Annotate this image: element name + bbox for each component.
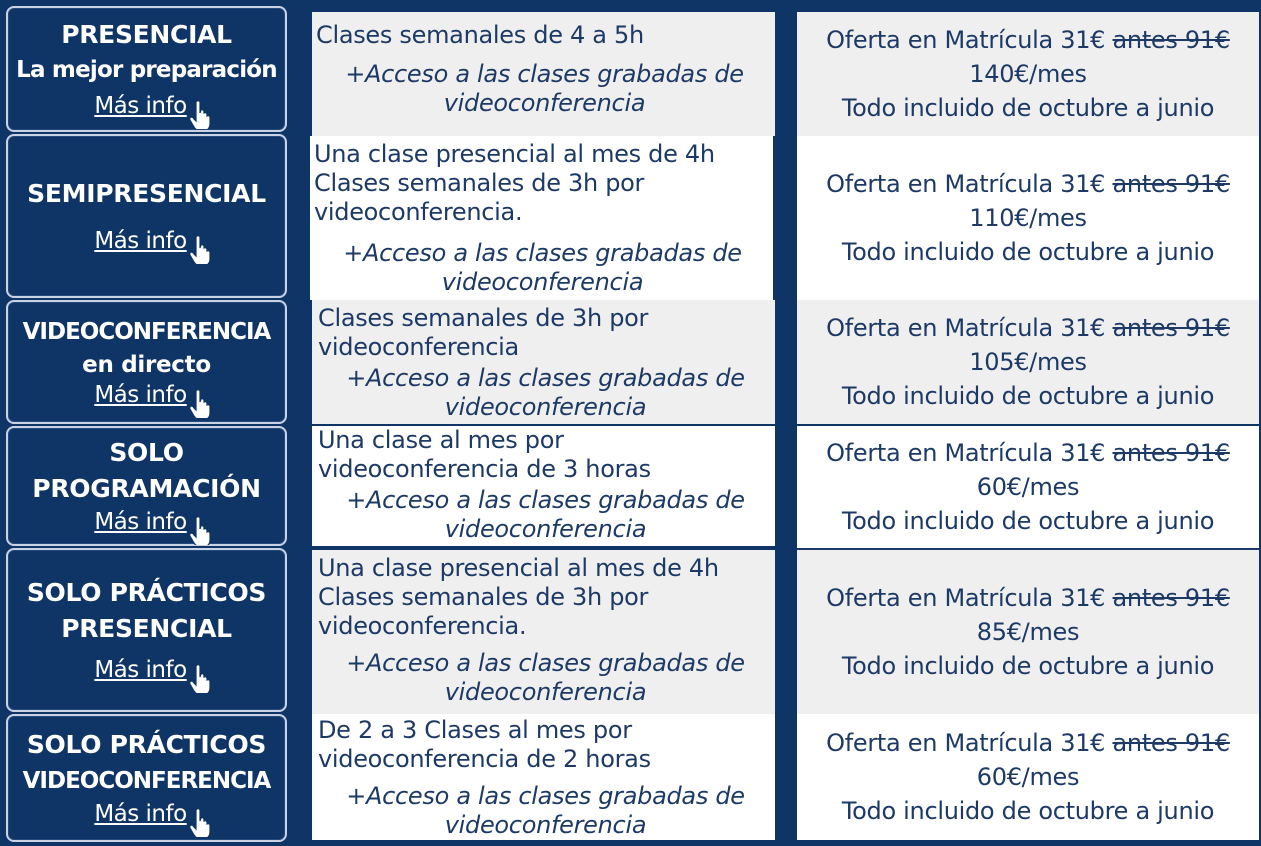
hand-pointer-icon — [189, 663, 217, 693]
more-info-link[interactable] — [94, 799, 198, 829]
plan-subtitle: PRESENCIAL — [61, 614, 232, 643]
more-info-link[interactable] — [94, 655, 198, 685]
plan-description: Clases semanales de 3h por videoconferencia — [318, 304, 649, 361]
plan-price-cell — [797, 550, 1259, 714]
plan-description-cell — [312, 12, 775, 136]
monthly-price: 140€/mes — [969, 60, 1087, 88]
plan-description-cell — [312, 714, 775, 840]
plan-title: SOLO PRÁCTICOS — [26, 578, 267, 607]
offer-label: Oferta en Matrícula 31€ — [826, 170, 1106, 198]
monthly-price: 85€/mes — [976, 618, 1080, 646]
monthly-price: 105€/mes — [969, 348, 1087, 376]
plan-subtitle: La mejor preparación — [16, 57, 277, 83]
plan-description-cell — [312, 550, 775, 714]
hand-pointer-icon — [189, 99, 217, 129]
included-note: Todo incluido de octubre a junio — [841, 652, 1215, 680]
more-info-label: Más info — [94, 657, 187, 683]
offer-line — [797, 167, 1259, 201]
offer-old-price: antes 91€ — [1112, 439, 1230, 467]
included-note: Todo incluido de octubre a junio — [841, 382, 1215, 410]
plan-card-presencial — [6, 6, 287, 132]
included-note: Todo incluido de octubre a junio — [841, 238, 1215, 266]
offer-line — [797, 311, 1259, 345]
more-info-label: Más info — [94, 93, 187, 119]
plan-description-cell — [310, 136, 773, 300]
plan-extra: +Acceso a las clases grabadas de videoconferencia — [346, 486, 745, 543]
offer-line — [797, 23, 1259, 57]
plan-extra: +Acceso a las clases grabadas de videoconferencia — [346, 649, 745, 706]
offer-label: Oferta en Matrícula 31€ — [826, 439, 1106, 467]
offer-label: Oferta en Matrícula 31€ — [826, 26, 1106, 54]
plan-card-solo-programacion — [6, 426, 287, 546]
plan-extra: +Acceso a las clases grabadas de videoconferencia — [346, 364, 745, 421]
offer-old-price: antes 91€ — [1112, 26, 1230, 54]
plan-price-cell — [797, 300, 1259, 424]
plan-title: PRESENCIAL — [61, 20, 232, 49]
offer-label: Oferta en Matrícula 31€ — [826, 729, 1106, 757]
offer-label: Oferta en Matrícula 31€ — [826, 584, 1106, 612]
offer-old-price: antes 91€ — [1112, 170, 1230, 198]
hand-pointer-icon — [189, 388, 217, 418]
hand-pointer-icon — [189, 234, 217, 264]
included-note: Todo incluido de octubre a junio — [841, 797, 1215, 825]
more-info-link[interactable] — [94, 91, 198, 121]
monthly-price: 60€/mes — [976, 763, 1080, 791]
more-info-label: Más info — [94, 382, 187, 408]
plan-description: Una clase al mes por videoconferencia de 3 horas — [318, 426, 651, 483]
plan-price-cell — [797, 12, 1259, 136]
monthly-price: 110€/mes — [969, 204, 1087, 232]
plan-extra: +Acceso a las clases grabadas de videoconferencia — [343, 239, 742, 296]
plan-title: VIDEOCONFERENCIA — [22, 319, 271, 345]
more-info-link[interactable] — [94, 507, 198, 537]
plan-extra: +Acceso a las clases grabadas de videoconferencia — [346, 782, 745, 839]
plan-title: SOLO PRÁCTICOS — [26, 730, 267, 759]
hand-pointer-icon — [189, 807, 217, 837]
plan-description: Una clase presencial al mes de 4h Clases semanales de 3h por videoconferencia. — [318, 554, 719, 640]
offer-old-price: antes 91€ — [1112, 729, 1230, 757]
plan-card-solo-practicos-videoconferencia — [6, 714, 287, 842]
offer-line — [797, 436, 1259, 470]
offer-old-price: antes 91€ — [1112, 314, 1230, 342]
monthly-price: 60€/mes — [976, 473, 1080, 501]
plan-subtitle: VIDEOCONFERENCIA — [22, 768, 271, 794]
plan-price-cell — [797, 136, 1259, 300]
plan-card-videoconferencia — [6, 300, 287, 424]
more-info-label: Más info — [94, 228, 187, 254]
plan-price-cell — [797, 714, 1259, 840]
offer-line — [797, 581, 1259, 615]
more-info-link[interactable] — [94, 226, 198, 256]
plan-subtitle: en directo — [82, 352, 211, 378]
plan-card-solo-practicos-presencial — [6, 548, 287, 712]
hand-pointer-icon — [189, 515, 217, 545]
plan-description: De 2 a 3 Clases al mes por videoconferencia de 2 horas — [318, 716, 651, 773]
included-note: Todo incluido de octubre a junio — [841, 94, 1215, 122]
plan-price-cell — [797, 426, 1259, 548]
more-info-label: Más info — [94, 801, 187, 827]
plan-description: Clases semanales de 4 a 5h — [316, 21, 644, 49]
offer-line — [797, 726, 1259, 760]
more-info-label: Más info — [94, 509, 187, 535]
plan-title: SEMIPRESENCIAL — [27, 179, 266, 208]
plan-description-cell — [312, 300, 775, 424]
offer-old-price: antes 91€ — [1112, 584, 1230, 612]
more-info-link[interactable] — [94, 380, 198, 410]
plan-subtitle: PROGRAMACIÓN — [32, 474, 261, 503]
included-note: Todo incluido de octubre a junio — [841, 507, 1215, 535]
plan-card-semipresencial — [6, 134, 287, 298]
plan-description: Una clase presencial al mes de 4h Clases semanales de 3h por videoconferencia. — [314, 140, 715, 226]
plan-description-cell — [312, 426, 775, 546]
plan-title: SOLO — [109, 438, 184, 467]
offer-label: Oferta en Matrícula 31€ — [826, 314, 1106, 342]
plan-extra: +Acceso a las clases grabadas de videoconferencia — [345, 60, 744, 117]
